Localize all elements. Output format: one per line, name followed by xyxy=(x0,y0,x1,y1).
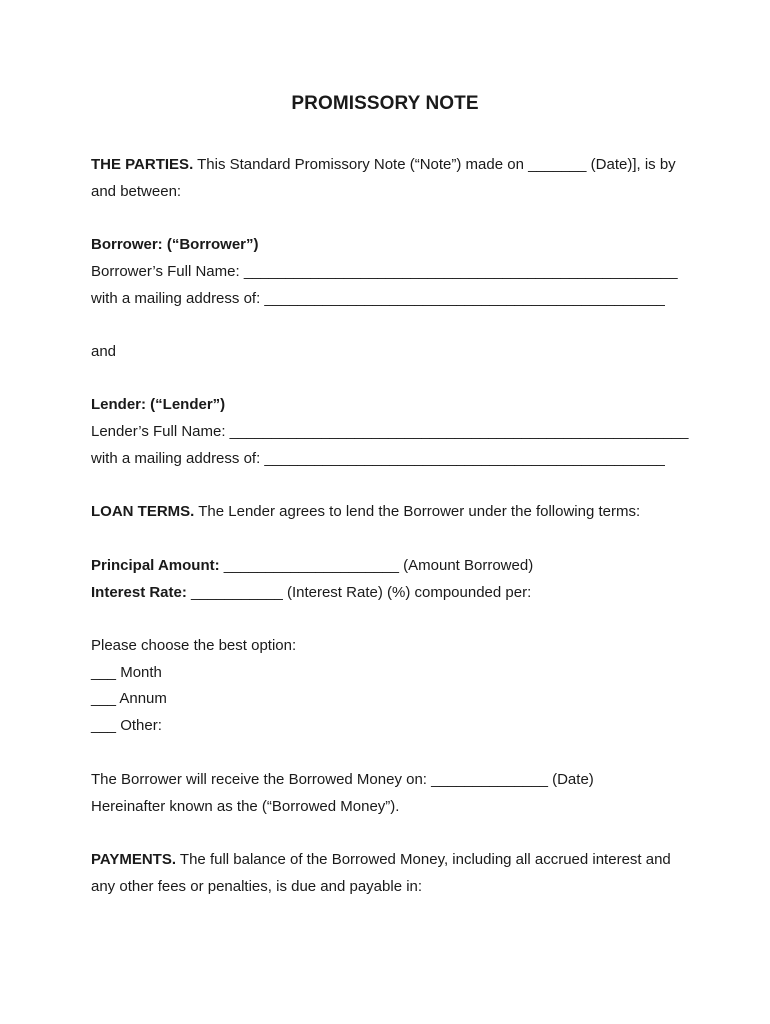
parties-line-2: and between: xyxy=(91,183,182,200)
loan-terms-line xyxy=(91,502,640,522)
lender-address-field: with a mailing address of: ________________________________________________ xyxy=(91,450,665,467)
borrower-full-name-field: Borrower’s Full Name: ____________________________________________________ xyxy=(91,263,678,280)
interest-rate-label: Interest Rate: xyxy=(91,584,187,601)
principal-amount-label: Principal Amount: xyxy=(91,557,220,574)
payments-line-2: any other fees or penalties, is due and payable in: xyxy=(91,878,423,895)
interest-rate-text: ___________ (Interest Rate) (%) compounded per: xyxy=(186,584,532,601)
parties-line-1 xyxy=(91,155,676,175)
receive-line-1: The Borrower will receive the Borrowed Money on: ______________ (Date) xyxy=(91,771,594,788)
principal-amount-text: _____________________ (Amount Borrowed) xyxy=(219,557,534,574)
option-month: ___ Month xyxy=(91,664,162,681)
payments-heading: PAYMENTS. xyxy=(91,851,177,868)
options-prompt: Please choose the best option: xyxy=(91,637,297,654)
lender-full-name-field: Lender’s Full Name: _______________________________________________________ xyxy=(91,423,689,440)
option-annum: ___ Annum xyxy=(91,690,167,707)
lender-heading: Lender: (“Lender”) xyxy=(91,396,226,413)
borrower-address-field: with a mailing address of: ________________________________________________ xyxy=(91,290,665,307)
parties-text: This Standard Promissory Note (“Note”) made on _______ (Date)], is by xyxy=(193,156,676,173)
parties-heading: THE PARTIES. xyxy=(91,156,194,173)
payments-text: The full balance of the Borrowed Money, including all accrued interest and xyxy=(176,851,671,868)
loan-terms-text: The Lender agrees to lend the Borrower under the following terms: xyxy=(194,503,641,520)
document-title: PROMISSORY NOTE xyxy=(291,93,479,114)
loan-terms-heading: LOAN TERMS. xyxy=(91,503,195,520)
interest-rate-line xyxy=(91,583,531,603)
principal-amount-line xyxy=(91,556,533,576)
borrower-heading: Borrower: (“Borrower”) xyxy=(91,236,259,253)
option-other: ___ Other: xyxy=(91,717,162,734)
and-text: and xyxy=(91,343,117,360)
receive-line-2: Hereinafter known as the (“Borrowed Money”). xyxy=(91,798,400,815)
payments-line-1 xyxy=(91,850,671,870)
